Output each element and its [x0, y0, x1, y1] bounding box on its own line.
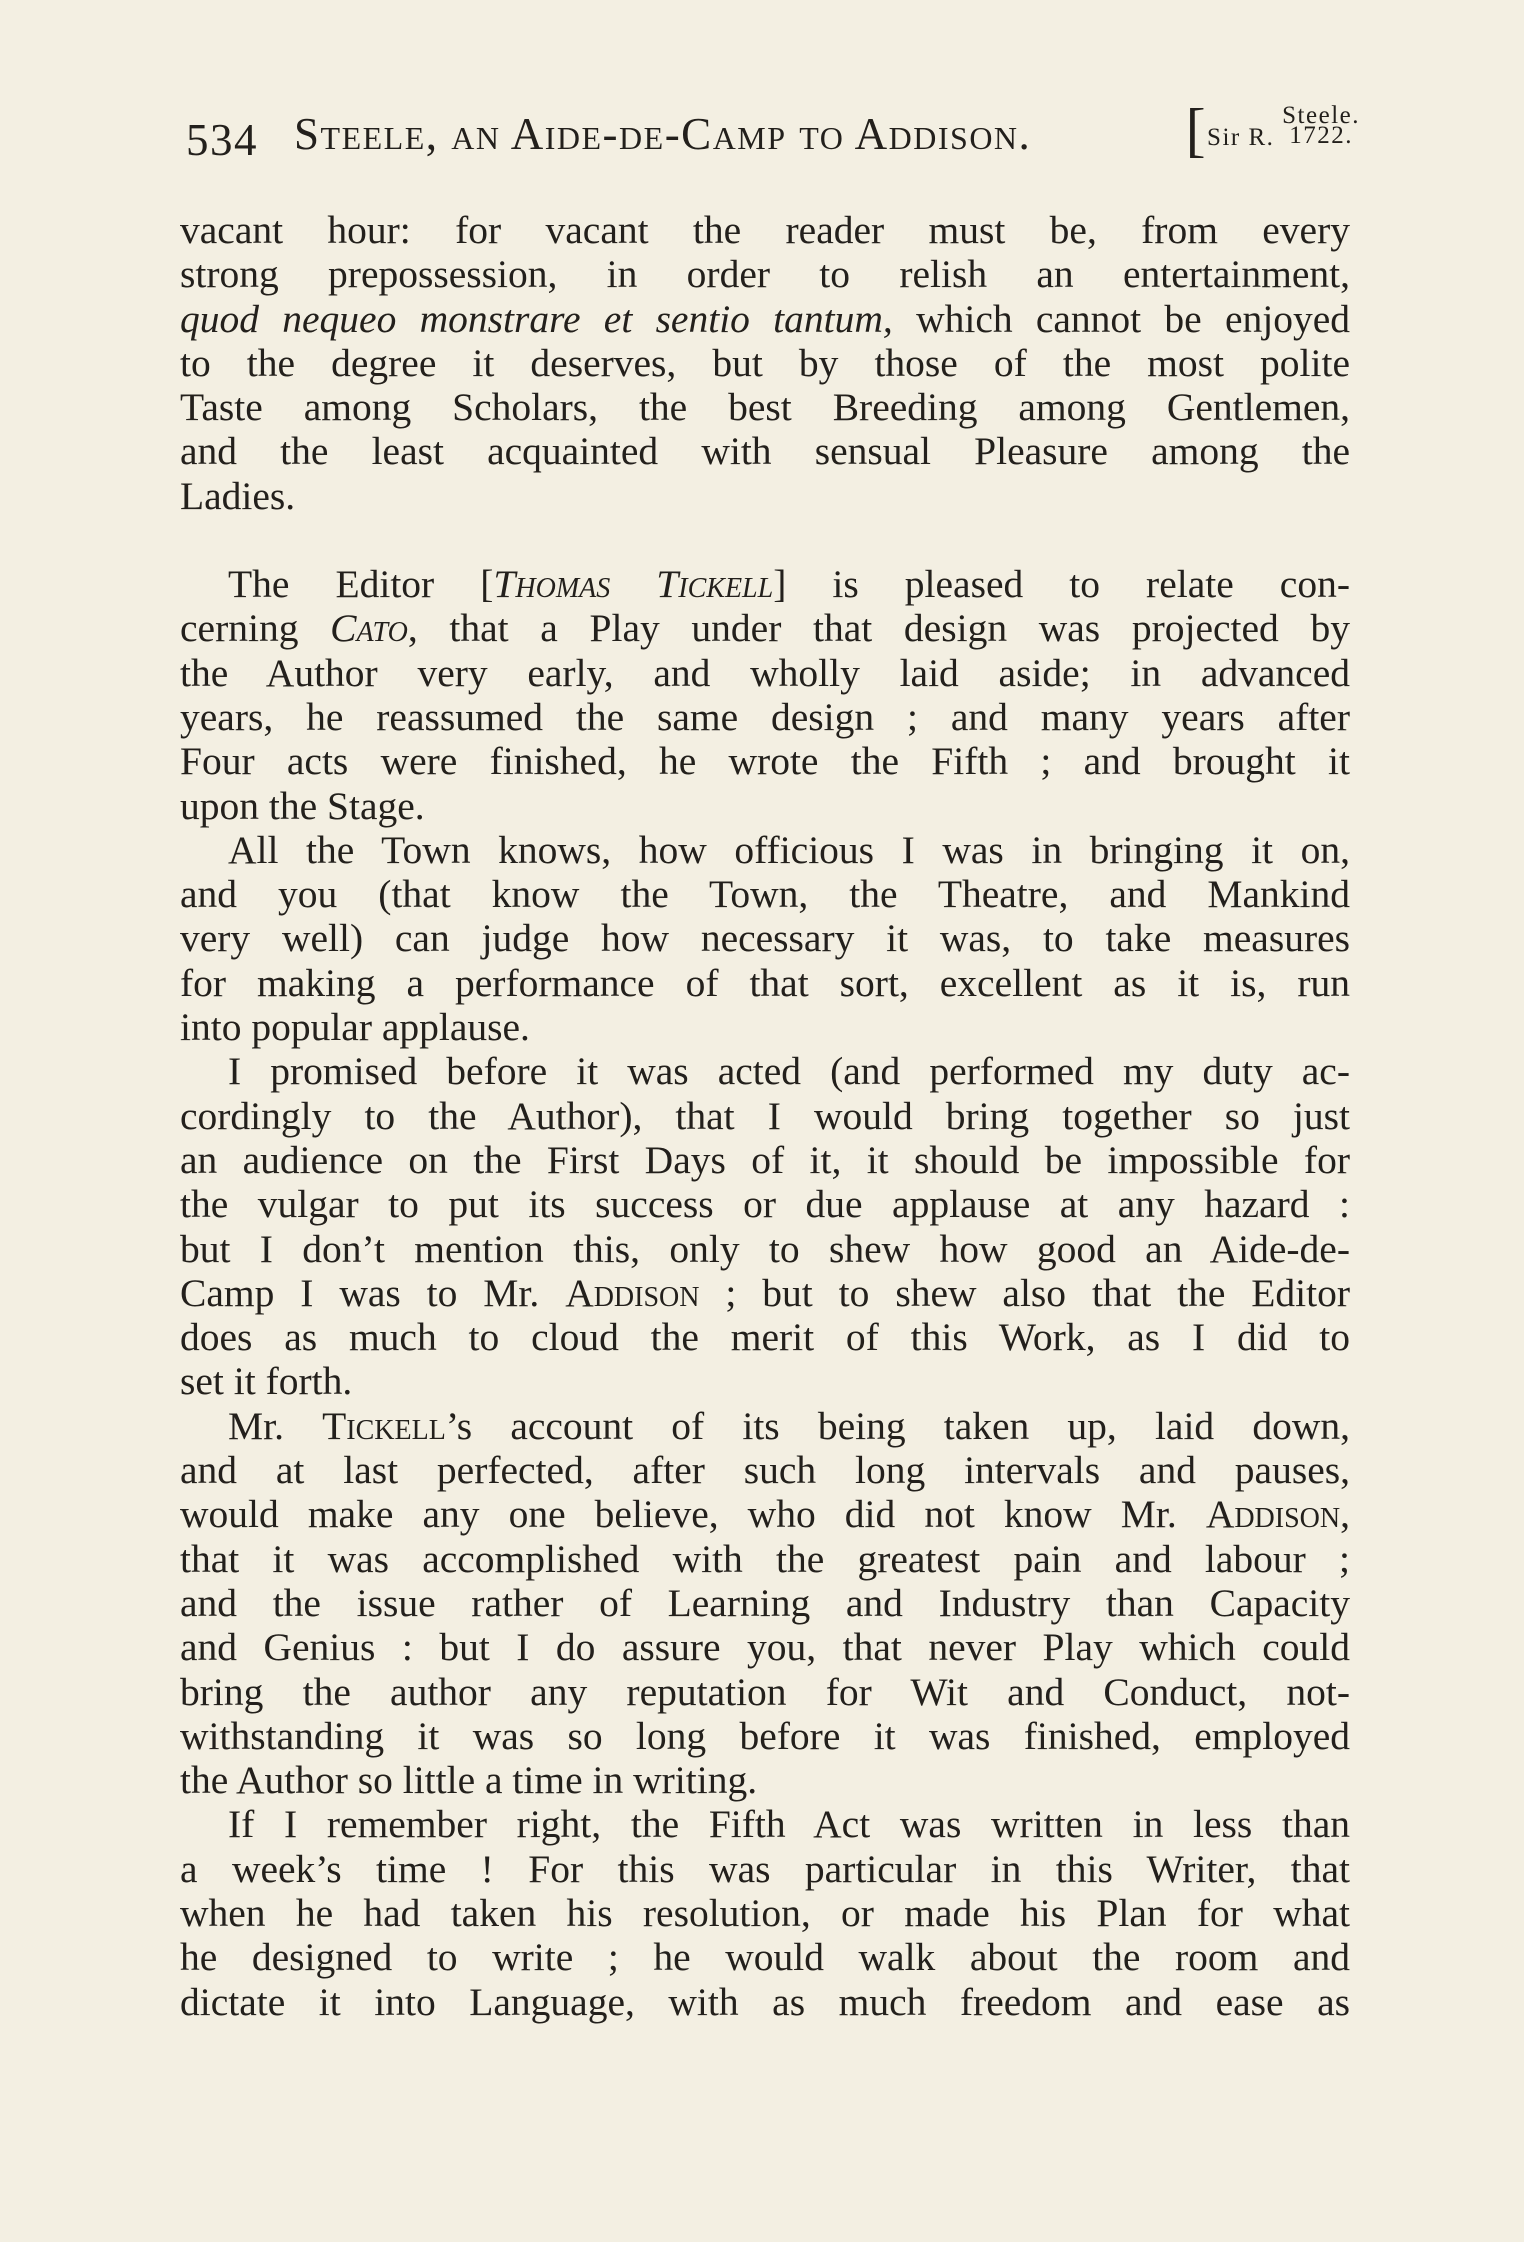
editor-name: Thomas Tickell: [493, 562, 774, 607]
paragraph-gap: [180, 518, 1350, 562]
text-line: If I remember right, the Fifth Act was written in less than: [228, 1802, 1350, 1847]
paragraph: [180, 562, 1350, 828]
text-line: the Author very early, and wholly laid aside; in advanced: [180, 650, 1350, 695]
text-segment: ’s account of its being taken up, laid down,: [445, 1403, 1350, 1448]
running-title: Steele, an Aide-de-Camp to Addison.: [294, 109, 1032, 159]
text-segment: ] is pleased to relate con-: [773, 562, 1350, 607]
text-line: but I don’t mention this, only to shew how good an Aide-de-: [180, 1226, 1350, 1271]
text-line: does as much to cloud the merit of this Work, as I did to: [180, 1315, 1350, 1360]
text-segment: , that a Play under that design was projected by: [407, 606, 1350, 651]
text-segment: which cannot be enjoyed: [892, 296, 1350, 341]
text-line: to the degree it deserves, but by those of the most polite: [180, 340, 1350, 385]
text-line: into popular applause.: [180, 1005, 530, 1050]
book-page: [180, 97, 1360, 2024]
text-line: the Author so little a time in writing.: [180, 1758, 758, 1803]
text-line: [180, 1271, 1350, 1315]
text-line: an audience on the First Days of it, it should be impossible for: [180, 1137, 1350, 1182]
play-title: Cato: [330, 606, 408, 651]
text-segment: cerning: [180, 606, 331, 651]
tickell-name: Tickell: [322, 1403, 446, 1448]
text-line: vacant hour: for vacant the reader must be, from every: [180, 208, 1350, 252]
latin-quote: quod nequeo monstrare et sentio tantum,: [180, 296, 893, 341]
text-line: Taste among Scholars, the best Breeding among Gentlemen,: [180, 385, 1350, 430]
text-line: Ladies.: [180, 473, 296, 518]
side-note-name: Steele.: [1282, 102, 1360, 129]
running-header: [180, 97, 1360, 184]
addison-name: Addison: [1205, 1492, 1341, 1537]
text-line: dictate it into Language, with as much freedom and ease as: [180, 1979, 1350, 2024]
paragraph: [180, 208, 1350, 518]
text-line: and Genius : but I do assure you, that never Play which could: [180, 1625, 1350, 1670]
text-line: and the least acquainted with sensual Pleasure among the: [180, 429, 1350, 474]
text-line: when he had taken his resolution, or made his Plan for what: [180, 1890, 1350, 1935]
text-segment: The Editor [: [228, 562, 494, 607]
text-line: and the issue rather of Learning and Industry than Capacity: [180, 1580, 1350, 1625]
text-line: that it was accomplished with the greatest pain and labour ;: [180, 1536, 1350, 1581]
paragraph: [180, 1404, 1350, 1803]
text-line: for making a performance of that sort, excellent as it is, run: [180, 960, 1350, 1005]
text-line: [180, 606, 1350, 650]
side-note: [1185, 97, 1360, 163]
side-note-bracket: [: [1185, 97, 1208, 163]
text-segment: ,: [1340, 1492, 1350, 1537]
text-line: All the Town knows, how officious I was in bringing it on,: [228, 827, 1350, 872]
text-line: I promised before it was acted (and performed my duty ac-: [228, 1049, 1350, 1094]
text-line: [180, 297, 1350, 341]
text-line: the vulgar to put its success or due applause at any hazard :: [180, 1182, 1350, 1227]
text-line: and you (that know the Town, the Theatre, and Mankind: [180, 872, 1350, 917]
text-line: strong prepossession, in order to relish an entertainment,: [180, 252, 1350, 297]
text-line: cordingly to the Author), that I would bring together so just: [180, 1093, 1350, 1138]
text-line: bring the author any reputation for Wit and Conduct, not-: [180, 1669, 1350, 1714]
text-segment: Mr.: [228, 1403, 323, 1448]
text-segment: would make any one believe, who did not know Mr.: [180, 1492, 1206, 1537]
text-line: very well) can judge how necessary it was, to take measures: [180, 916, 1350, 961]
text-line: [180, 1404, 1350, 1448]
text-line: upon the Stage.: [180, 783, 425, 828]
text-line: [180, 562, 1350, 606]
text-line: withstanding it was so long before it was finished, employed: [180, 1713, 1350, 1758]
side-note-year: 1722.: [1289, 122, 1353, 149]
text-line: [180, 1492, 1350, 1536]
side-note-author: Sir R.: [1207, 124, 1283, 151]
paragraph: [180, 1802, 1350, 2023]
text-line: years, he reassumed the same design ; and many years after: [180, 694, 1350, 739]
paragraph: [180, 828, 1350, 1049]
text-line: he designed to write ; he would walk about the room and: [180, 1935, 1350, 1980]
text-segment: ; but to shew also that the Editor: [699, 1270, 1350, 1315]
text-segment: Camp I was to Mr.: [180, 1270, 566, 1315]
body-text: [180, 208, 1350, 2024]
addison-name: Addison: [565, 1270, 700, 1315]
text-line: Four acts were finished, he wrote the Fifth ; and brought it: [180, 739, 1350, 784]
page-number: 534: [186, 115, 258, 165]
paragraph: [180, 1049, 1350, 1403]
text-line: a week’s time ! For this was particular in this Writer, that: [180, 1846, 1350, 1891]
text-line: set it forth.: [180, 1359, 353, 1404]
text-line: and at last perfected, after such long intervals and pauses,: [180, 1448, 1350, 1493]
